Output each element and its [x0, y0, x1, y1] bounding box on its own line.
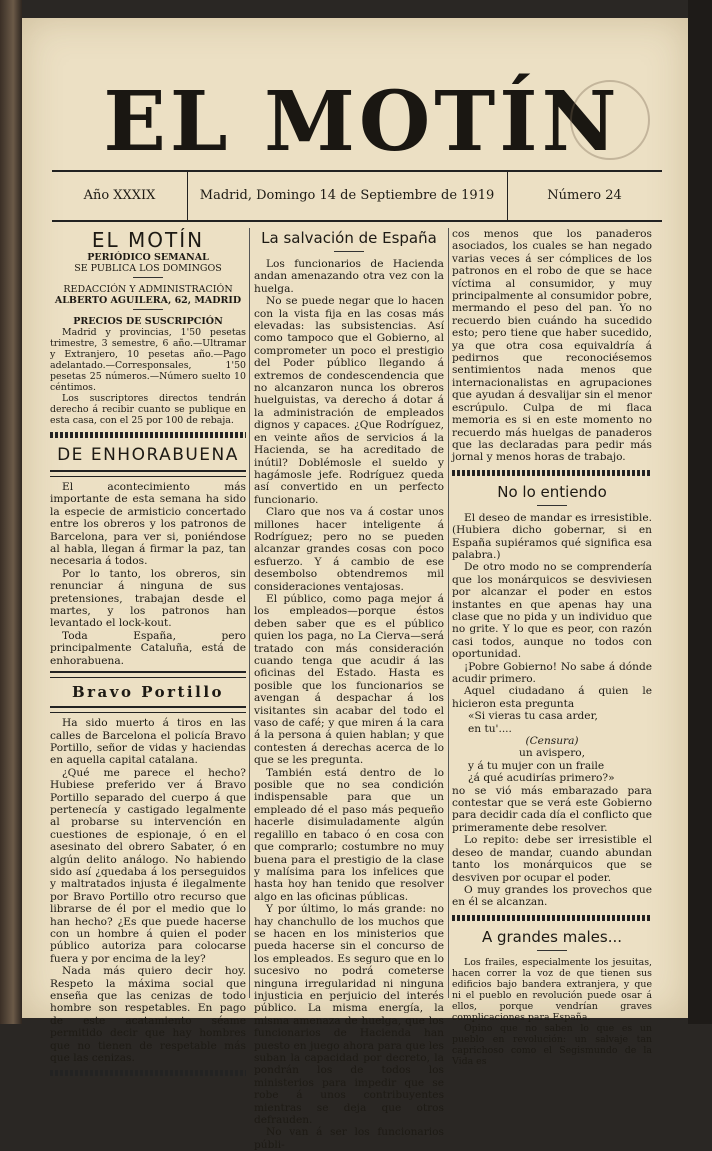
divider: [452, 470, 652, 476]
article-paragraph: El acontecimiento más importante de esta semana ha sido la especie de armisticio concertado entre los obreros y los patronos de Barcelona, para ver si, poniéndose al habla, llegan á firmar la paz, tan necesaria á todos.: [50, 481, 246, 568]
book-binding: [0, 0, 22, 1024]
dateline: [52, 170, 662, 222]
newspaper-page: [22, 18, 688, 1151]
article-paragraph: Claro que nos va á costar unos millones hacer inteligente á Rodríguez; pero no se pueden alcanzar grandes cosas con poco esfuerzo. Y á cambio de ese desembolso obtendremos mil consideraciones ventajosas.: [254, 506, 444, 593]
article-paragraph: Aquel ciudadano á quien le hicieron esta pregunta: [452, 685, 652, 710]
divider: [537, 505, 567, 506]
column-divider: [448, 228, 449, 998]
colophon-office-label: REDACCIÓN Y ADMINISTRACIÓN: [63, 284, 233, 295]
article-paragraph: Los funcionarios de Hacienda andan amenazando otra vez con la huelga.: [254, 258, 444, 295]
issue-number: Número 24: [547, 188, 622, 203]
divider: [133, 277, 163, 278]
article-paragraph: Toda España, pero principalmente Cataluña, está de enhorabuena.: [50, 629, 246, 667]
colophon-periodicity: PERIÓDICO SEMANAL: [87, 252, 209, 263]
colophon-address: ALBERTO AGUILERA, 62, MADRID: [54, 295, 242, 306]
article-paragraph: El deseo de mandar es irresistible. (Hubiera dicho gobernar, si en España supiéramos qué significa esa palabra.): [452, 511, 652, 561]
divider: [537, 950, 567, 951]
article-paragraph: no se vió más embarazado para contestar que se verá este Gobierno para decidir cada día el conflicto que primeramente debe resolver.: [452, 784, 652, 834]
verse-line: un avispero,: [519, 747, 585, 760]
verse-line: «Si vieras tu casa arder,: [468, 710, 598, 723]
verse-line: y á tu mujer con un fraile: [468, 759, 605, 772]
article-paragraph: Ha sido muerto á tiros en las calles de Barcelona el policía Bravo Portillo, señor de vidas y haciendas en aquella capital catalana.: [50, 717, 246, 767]
article-paragraph: Nada más quiero decir hoy. Respeto la máxima social que enseña que las cenizas de todo hombre son respetables. En pago de este acatamiento séame permitido decir que hay hombres que no tienen de respetable más que las cenizas.: [50, 965, 246, 1065]
article-paragraph: Lo repito: debe ser irresistible el deseo de mandar, cuando abundan tanto los monárquicos que se desviven por ocupar el poder.: [452, 834, 652, 884]
divider: [50, 671, 246, 678]
article-paragraph: También está dentro de lo posible que no sea condición indispensable para que un empleado dé el paso más pequeño hacerle disimuladamente algún regalillo en tabaco ó en cosa con que comprarlo; costumbre no muy buena para el prestigio de la clase y malísima para los infelices que hasta hoy han tenido que resolver algo en las oficinas públicas.: [254, 766, 444, 903]
article-paragraph: Y por último, lo más grande: no hay chanchullo de los muchos que se hacen en los ministerios que pueda hacerse sin el concurso de los empleados. Es seguro que en lo sucesivo no podrá cometerse ninguna irregularidad ni ninguna injusticia en perjuicio del interés público. La misma energía, la misma amenaza de huelga, que los funcionarios de Hacienda han puesto en juego ahora para que les suban la capacidad por decreto, la pondrán los de todos los ministerios para impedir que se robe á unos contribuyentes mientras se deja que otros defrauden.: [254, 903, 444, 1127]
library-stamp-icon: [570, 80, 650, 160]
article-title-portillo: Bravo Portillo: [71, 683, 225, 702]
article-title-no-entiendo: No lo entiendo: [497, 482, 607, 501]
page-edge-shadow: [688, 0, 712, 1024]
issue-date: Madrid, Domingo 14 de Septiembre de 1919: [187, 172, 508, 220]
article-paragraph: De otro modo no se comprendería que los monárquicos se desviviesen por alcanzar el poder en estos instantes en que apenas hay una clase que no pida y un individuo que no grite. Y lo que es peor, con razón casi todos, aunque no todos con oportunidad.: [452, 561, 652, 661]
divider: [133, 309, 163, 310]
article-paragraph: Por lo tanto, los obreros, sin renunciar á ninguna de sus pretensiones, trabajan desde el martes, y los patronos han levantado el lock-kout.: [50, 567, 246, 630]
article-paragraph: No se puede negar que lo hacen con la vista fija en las cosas más elevadas: las subsistencias. Así como tampoco que el Gobierno, al comprometer un poco el prestigio del Poder público llegando á extremos de condescendencia que no alcanzaron nunca los obreros huelguistas, va derecho á dotar á la administración de empleados dignos y capaces. ¿Que Rodríguez, en veinte años de servicios á la Hacienda, se ha acreditado de inútil? Doblémosle el sueldo y hagámosle jefe. Rodríguez queda así convertido en un perfecto funcionario.: [254, 295, 444, 506]
colophon-title: EL MOTÍN: [91, 228, 205, 252]
divider: [334, 251, 364, 252]
article-paragraph: El público, como paga mejor á los empleados—porque éstos deben saber que es el público quien los paga, no La Cierva—será tratado con más consideración cuando tenga que acudir á las oficinas del Estado. Hasta es posible que los funcionarios se avengan á despachar á los visitantes sin acabar del todo el vaso de café; y que miren á la cara á la persona á quien hablan; y que contesten á derechas acerca de lo que se les pregunta.: [254, 592, 444, 767]
article-title-grandes-males: A grandes males...: [481, 927, 623, 946]
article-paragraph: Opino que no saben lo que es un pueblo en revolución: un salvaje tan caprichoso como el Segismundo de la Vida es: [452, 1022, 652, 1067]
verse-line: ¿á qué acudirías primero?»: [468, 772, 615, 785]
verse-line: en tu'....: [468, 722, 512, 735]
divider: [50, 706, 246, 713]
article-title-enhorabuena: DE ENHORABUENA: [57, 445, 239, 465]
verse-censura: (Censura): [525, 735, 579, 748]
masthead: EL MOTÍN: [103, 74, 621, 170]
subscribers-note: Los suscriptores directos tendrán derecho á recibir cuanto se publique en esta casa, con el 25 por 100 de rebaja.: [50, 393, 246, 426]
article-paragraph: O muy grandes los provechos que en él se alcanzan.: [452, 883, 652, 909]
prices-title: PRECIOS DE SUSCRIPCIÓN: [73, 316, 223, 327]
column-2: [254, 228, 444, 1151]
article-title-salvacion: La salvación de España: [261, 229, 437, 247]
column-divider: [249, 228, 250, 998]
column-3: [452, 228, 652, 1067]
article-paragraph: ¡Pobre Gobierno! No sabe á dónde acudir primero.: [452, 660, 652, 685]
article-continuation: cos menos que los panaderos asociados, los cuales se han negado varias veces á ser cómplices de los patronos en el robo de que se hace víctima al consumidor, y muy principalmente al consumidor pobre, mermando el peso del pan. Yo no recuerdo bien cuándo ha sucedido esto; pero tiene que haber sucedido, ya que otra cosa equivaldría á pedirnos que reconociésemos sentimientos nada menos que internacionalistas en agrupaciones que ayudan á desvalijar sin el menor escrúpulo. Culpa de mi flaca memoria es si en este momento no recuerdo más huelgas de panaderos que las declaradas para pedir más jornal y menos horas de trabajo.: [452, 228, 652, 464]
article-paragraph: No van á ser los funcionarios públi-: [254, 1126, 444, 1151]
article-paragraph: ¿Qué me parece el hecho? Hubiese preferido ver á Bravo Portillo separado del cuerpo á que pertenecía y castigado legalmente al probarse su intervención en cuestiones de espionaje, ó en el asesinato del obrero Sabater, ó en algún delito análogo. No habiendo sido así ¿quedaba á los perseguidos y maltratados injusta é ilegalmente por Bravo Portillo otro recurso que librarse de él por el medio que lo han hecho? ¿Es que puede hacerse con un hombre á quien el poder público autoriza para colocarse fuera y por encima de la ley?: [50, 766, 246, 965]
prices-text: Madrid y provincias, 1'50 pesetas trimestre, 3 semestre, 6 año.—Ultramar y Extranjero, 10 pesetas año.—Pago adelantado.—Corresponsales, 1'50 pesetas 25 números.—Número suelto 10 céntimos.: [50, 327, 246, 393]
colophon-publication-day: SE PUBLICA LOS DOMINGOS: [74, 263, 222, 274]
article-paragraph: Los frailes, especialmente los jesuitas, hacen correr la voz de que tienen sus edificios bajo bandera extranjera, y que ni el pueblo en revolución puede osar á ellos, porque vendrían graves complicaciones para España.: [452, 956, 652, 1023]
divider: [452, 915, 652, 921]
column-1: [50, 228, 246, 1065]
issue-year: Año XXXIX: [52, 172, 188, 220]
divider: [50, 432, 246, 438]
divider: [50, 1070, 246, 1076]
divider: [50, 470, 246, 477]
